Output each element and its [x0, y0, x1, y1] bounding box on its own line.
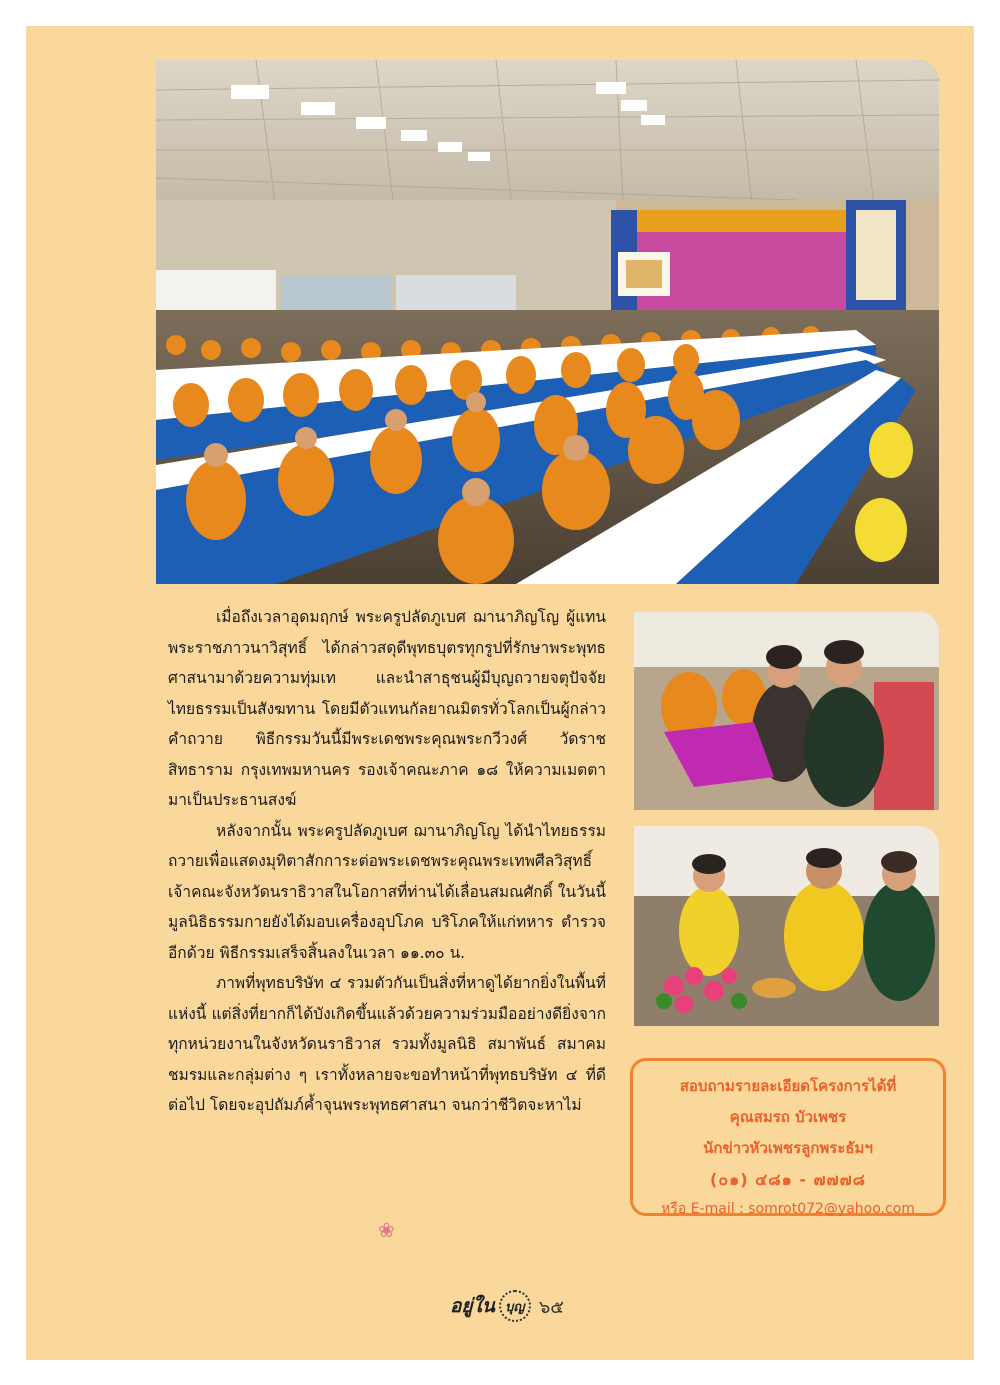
article-body	[168, 602, 606, 1121]
paragraph-3: ภาพที่พุทธบริษัท ๔ รวมตัวกันเป็นสิ่งที่หาดูได้ยากยิ่งในพื้นที่แห่งนี้ แต่สิ่งที่ยากก็ได้บังเกิดขึ้นแล้วด้วยความร่วมมืออย่างดียิ่งจากทุกหน่วยงานในจังหวัดนราธิวาส รวมทั้งมูลนิธิ สมาพันธ์ สมาคม ชมรมและกลุ่มต่าง ๆ เราทั้งหลายจะขอทำหน้าที่พุทธบริษัท ๔ ที่ดีต่อไป โดยจะอุปถัมภ์ค้ำจุนพระพุทธศาสนา จนกว่าชีวิตจะหาไม่	[168, 974, 606, 1114]
pouring-water-ceremony-photo	[634, 826, 939, 1026]
page-number: ๖๕	[538, 1296, 564, 1318]
lotus-ornament-icon: ❀	[378, 1218, 395, 1242]
contact-role: นักข่าวหัวเพชรลูกพระธัมฯ	[703, 1139, 873, 1157]
paragraph-1: เมื่อถึงเวลาอุดมฤกษ์ พระครูปลัดภูเบศ ฌานาภิญโญ ผู้แทนพระราชภาวนาวิสุทธิ์ ได้กล่าวสดุดีพุทธบุตรทุกรูปที่รักษาพระพุทธศาสนามาด้วยความทุ่มเท และนำสาธุชนผู้มีบุญถวายจตุปัจจัยไทยธรรมเป็นสังฆทาน โดยมีตัวแทนกัลยาณมิตรทั่วโลกเป็นผู้กล่าวคำถวาย พิธีกรรมวันนี้มีพระเดชพระคุณพระกวีวงศ์ วัดราชสิทธาราม กรุงเทพมหานคร รองเจ้าคณะภาค ๑๘ ให้ความเมตตามาเป็นประธานสงฆ์	[168, 608, 606, 809]
magazine-brand-text: อยู่ใน	[450, 1295, 495, 1317]
page-footer	[450, 1290, 564, 1322]
women-praying-photo	[634, 612, 939, 810]
paragraph-2: หลังจากนั้น พระครูปลัดภูเบศ ฌานาภิญโญ ได้นำไทยธรรมถวายเพื่อแสดงมุทิตาสักการะต่อพระเดชพระคุณพระเทพศีลวิสุทธิ์ เจ้าคณะจังหวัดนราธิวาสในโอกาสที่ท่านได้เลื่อนสมณศักดิ์ ในวันนี้มูลนิธิธรรมกายยังได้มอบเครื่องอุปโภค บริโภคให้แก่ทหาร ตำรวจ อีกด้วย พิธีกรรมเสร็จสิ้นลงในเวลา ๑๑.๓๐ น.	[168, 821, 606, 962]
contact-phone: (๐๑) ๔๘๑ - ๗๗๗๘	[710, 1170, 866, 1189]
contact-info-box	[630, 1058, 946, 1216]
contact-name: คุณสมรถ บัวเพชร	[729, 1108, 847, 1126]
contact-email[interactable]: หรือ E-mail : somrot072@yahoo.com	[661, 1201, 915, 1217]
ceremony-hall-photo	[156, 60, 939, 584]
magazine-page	[26, 26, 974, 1360]
contact-heading: สอบถามรายละเอียดโครงการได้ที่	[679, 1077, 897, 1095]
magazine-brand-ring: บุญ	[499, 1290, 531, 1322]
